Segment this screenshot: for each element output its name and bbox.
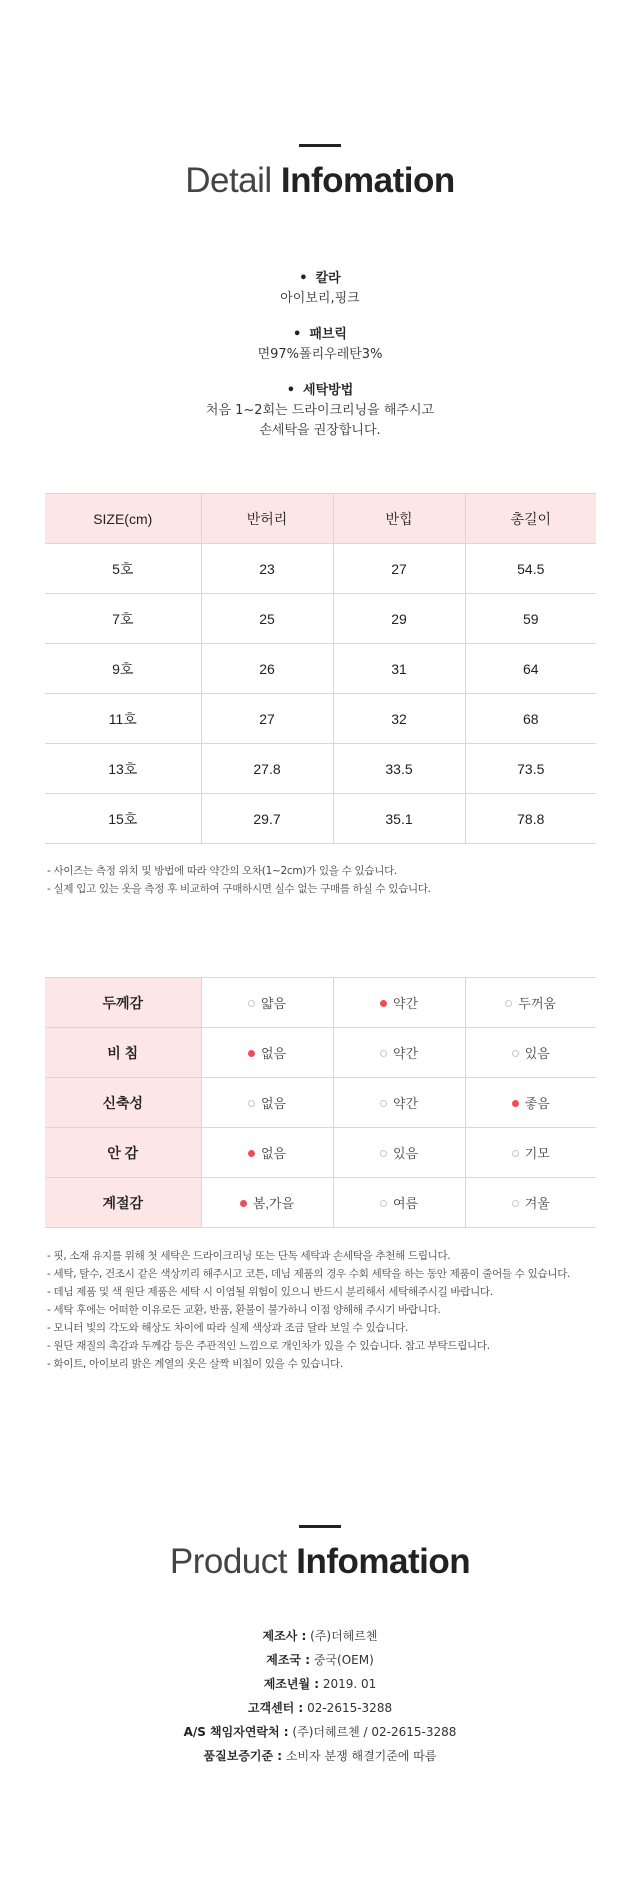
table-row: [45, 694, 596, 744]
radio-dot-icon: [380, 1050, 387, 1057]
product-title-light: Product: [169, 1542, 287, 1581]
feel-option: [465, 1128, 596, 1178]
size-notes: [47, 862, 607, 898]
feel-option-label: 여름: [392, 1196, 419, 1211]
size-cell: 54.5: [465, 544, 596, 594]
feel-option: [465, 1178, 596, 1228]
size-header-cell: 반허리: [201, 494, 333, 544]
feel-option-label: 있음: [392, 1146, 419, 1161]
note-line: - 실제 입고 있는 옷을 측정 후 비교하여 구매하시면 실수 없는 구매를 하실 수 있습니다.: [47, 883, 431, 895]
note-line: - 핏, 소재 유지를 위해 첫 세탁은 드라이크리닝 또는 단독 세탁과 손세탁을 추천해 드립니다.: [47, 1250, 451, 1262]
radio-dot-icon: [505, 1000, 512, 1007]
table-row: [45, 744, 596, 794]
feel-option: [465, 1078, 596, 1128]
size-header-cell: SIZE(cm): [45, 494, 201, 544]
size-cell: 15호: [45, 794, 201, 844]
feel-option: [201, 978, 333, 1028]
product-info-value: 중국(OEM): [313, 1653, 374, 1667]
table-row: [45, 978, 596, 1028]
radio-dot-icon: [380, 1200, 387, 1207]
note-line: - 모니터 빛의 각도와 해상도 차이에 따라 실제 색상과 조금 달라 보일 수 있습니다.: [47, 1322, 408, 1334]
size-cell: 33.5: [333, 744, 465, 794]
size-cell: 11호: [45, 694, 201, 744]
size-cell: 7호: [45, 594, 201, 644]
product-info-key: 품질보증기준 :: [203, 1749, 283, 1763]
detail-label: • 패브릭: [0, 325, 640, 345]
table-row: [45, 544, 596, 594]
feel-option-label: 약간: [392, 1096, 419, 1111]
size-cell: 26: [201, 644, 333, 694]
size-cell: 32: [333, 694, 465, 744]
product-info-row: [0, 1744, 640, 1768]
product-info-row: [0, 1720, 640, 1744]
radio-dot-icon: [380, 1100, 387, 1107]
detail-label: • 세탁방법: [0, 381, 640, 401]
size-cell: 29: [333, 594, 465, 644]
detail-item-color: [0, 269, 640, 309]
feel-row-label: 신축성: [45, 1078, 201, 1128]
product-info-key: A/S 책임자연락처 :: [183, 1725, 289, 1739]
feel-option: [333, 1178, 465, 1228]
product-info-value: 02-2615-3288: [307, 1701, 393, 1715]
note-line: - 화이트, 아이보리 밝은 계열의 옷은 살짝 비침이 있을 수 있습니다.: [47, 1358, 343, 1370]
radio-dot-selected-icon: [380, 1000, 387, 1007]
detail-info-list: [0, 269, 640, 457]
product-info-row: [0, 1672, 640, 1696]
feel-option-label: 좋음: [524, 1096, 550, 1111]
fabric-feel-table: [45, 977, 596, 1228]
feel-option-label: 약간: [392, 996, 419, 1011]
table-row: [45, 794, 596, 844]
radio-dot-icon: [512, 1050, 519, 1057]
size-cell: 5호: [45, 544, 201, 594]
feel-option: [333, 1078, 465, 1128]
detail-value: 처음 1~2회는 드라이크리닝을 해주시고: [205, 403, 435, 418]
table-row: [45, 1178, 596, 1228]
size-cell: 73.5: [465, 744, 596, 794]
feel-row-label: 비 침: [45, 1028, 201, 1078]
size-cell: 59: [465, 594, 596, 644]
feel-row-label: 안 감: [45, 1128, 201, 1178]
detail-title-light: Detail: [185, 161, 272, 200]
feel-option-label: 없음: [260, 1046, 287, 1061]
product-info-row: [0, 1624, 640, 1648]
detail-value: 손세탁을 권장합니다.: [259, 423, 381, 438]
product-info-key: 제조국 :: [266, 1653, 310, 1667]
title-divider: [299, 1525, 341, 1528]
size-cell: 78.8: [465, 794, 596, 844]
title-divider: [299, 144, 341, 147]
feel-option-label: 얇음: [260, 996, 287, 1011]
product-title-bold: Infomation: [296, 1542, 471, 1581]
size-cell: 31: [333, 644, 465, 694]
note-line: - 세탁, 탈수, 건조시 같은 색상끼리 해주시고 코튼, 데님 제품의 경우 수회 세탁을 하는 동안 제품이 줄어들 수 있습니다.: [47, 1268, 571, 1280]
radio-dot-icon: [512, 1150, 519, 1157]
size-header-cell: 총길이: [465, 494, 596, 544]
feel-option: [333, 978, 465, 1028]
feel-option-label: 두꺼움: [518, 996, 557, 1011]
radio-dot-selected-icon: [240, 1200, 247, 1207]
product-info-row: [0, 1648, 640, 1672]
feel-option-label: 기모: [524, 1146, 550, 1161]
detail-title-bold: Infomation: [280, 161, 455, 200]
product-section-title: [0, 1525, 640, 1582]
size-cell: 13호: [45, 744, 201, 794]
product-info-key: 제조년월 :: [263, 1677, 320, 1691]
feel-option: [333, 1028, 465, 1078]
product-info-value: (주)더헤르첸 / 02-2615-3288: [292, 1725, 457, 1739]
feel-option-label: 없음: [260, 1146, 287, 1161]
size-table: [45, 493, 596, 844]
table-row: [45, 594, 596, 644]
feel-option-label: 겨울: [524, 1196, 550, 1211]
feel-option: [201, 1178, 333, 1228]
feel-option: [465, 978, 596, 1028]
product-info-value: 소비자 분쟁 해결기준에 따름: [285, 1749, 437, 1763]
feel-option-label: 약간: [392, 1046, 419, 1061]
note-line: - 원단 재질의 촉감과 두께감 등은 주관적인 느낌으로 개인차가 있을 수 있습니다. 참고 부탁드립니다.: [47, 1340, 490, 1352]
radio-dot-icon: [380, 1150, 387, 1157]
size-cell: 27: [333, 544, 465, 594]
product-info-key: 제조사 :: [262, 1629, 307, 1643]
product-info-list: [0, 1624, 640, 1768]
feel-option: [465, 1028, 596, 1078]
table-row: [45, 1028, 596, 1078]
note-line: - 세탁 후에는 어떠한 이유로든 교환, 반품, 환불이 불가하니 이점 양해해 주시기 바랍니다.: [47, 1304, 441, 1316]
detail-section-title: [0, 144, 640, 201]
size-cell: 25: [201, 594, 333, 644]
radio-dot-selected-icon: [512, 1100, 519, 1107]
note-line: - 사이즈는 측정 위치 및 방법에 따라 약간의 오차(1~2cm)가 있을 수 있습니다.: [47, 865, 397, 877]
feel-option: [201, 1078, 333, 1128]
detail-value: 면97%폴리우레탄3%: [257, 347, 383, 362]
feel-row-label: 계절감: [45, 1178, 201, 1228]
size-cell: 23: [201, 544, 333, 594]
care-notes: [47, 1247, 607, 1373]
feel-option-label: 봄,가을: [252, 1196, 295, 1211]
size-cell: 27: [201, 694, 333, 744]
feel-option: [333, 1128, 465, 1178]
radio-dot-icon: [248, 1100, 255, 1107]
feel-option-label: 있음: [524, 1046, 550, 1061]
detail-label: • 칼라: [0, 269, 640, 289]
size-cell: 68: [465, 694, 596, 744]
table-row: [45, 1128, 596, 1178]
product-title: [0, 1542, 640, 1582]
radio-dot-selected-icon: [248, 1050, 255, 1057]
detail-item-washing: [0, 381, 640, 441]
note-line: - 데님 제품 및 색 원단 제품은 세탁 시 이염될 위험이 있으니 반드시 분리해서 세탁해주시길 바랍니다.: [47, 1286, 493, 1298]
radio-dot-icon: [248, 1000, 255, 1007]
product-info-value: (주)더헤르첸: [310, 1629, 378, 1643]
radio-dot-selected-icon: [248, 1150, 255, 1157]
size-header-cell: 반힙: [333, 494, 465, 544]
size-cell: 29.7: [201, 794, 333, 844]
size-cell: 64: [465, 644, 596, 694]
feel-row-label: 두께감: [45, 978, 201, 1028]
feel-option: [201, 1128, 333, 1178]
product-info-key: 고객센터 :: [247, 1701, 304, 1715]
table-row: [45, 1078, 596, 1128]
table-row: [45, 644, 596, 694]
detail-item-fabric: [0, 325, 640, 365]
feel-option-label: 없음: [260, 1096, 287, 1111]
detail-title: [0, 161, 640, 201]
size-cell: 35.1: [333, 794, 465, 844]
product-info-value: 2019. 01: [322, 1677, 377, 1691]
radio-dot-icon: [512, 1200, 519, 1207]
product-info-row: [0, 1696, 640, 1720]
size-cell: 27.8: [201, 744, 333, 794]
size-table-header: [45, 494, 596, 544]
size-cell: 9호: [45, 644, 201, 694]
feel-option: [201, 1028, 333, 1078]
detail-value: 아이보리,핑크: [280, 291, 360, 306]
